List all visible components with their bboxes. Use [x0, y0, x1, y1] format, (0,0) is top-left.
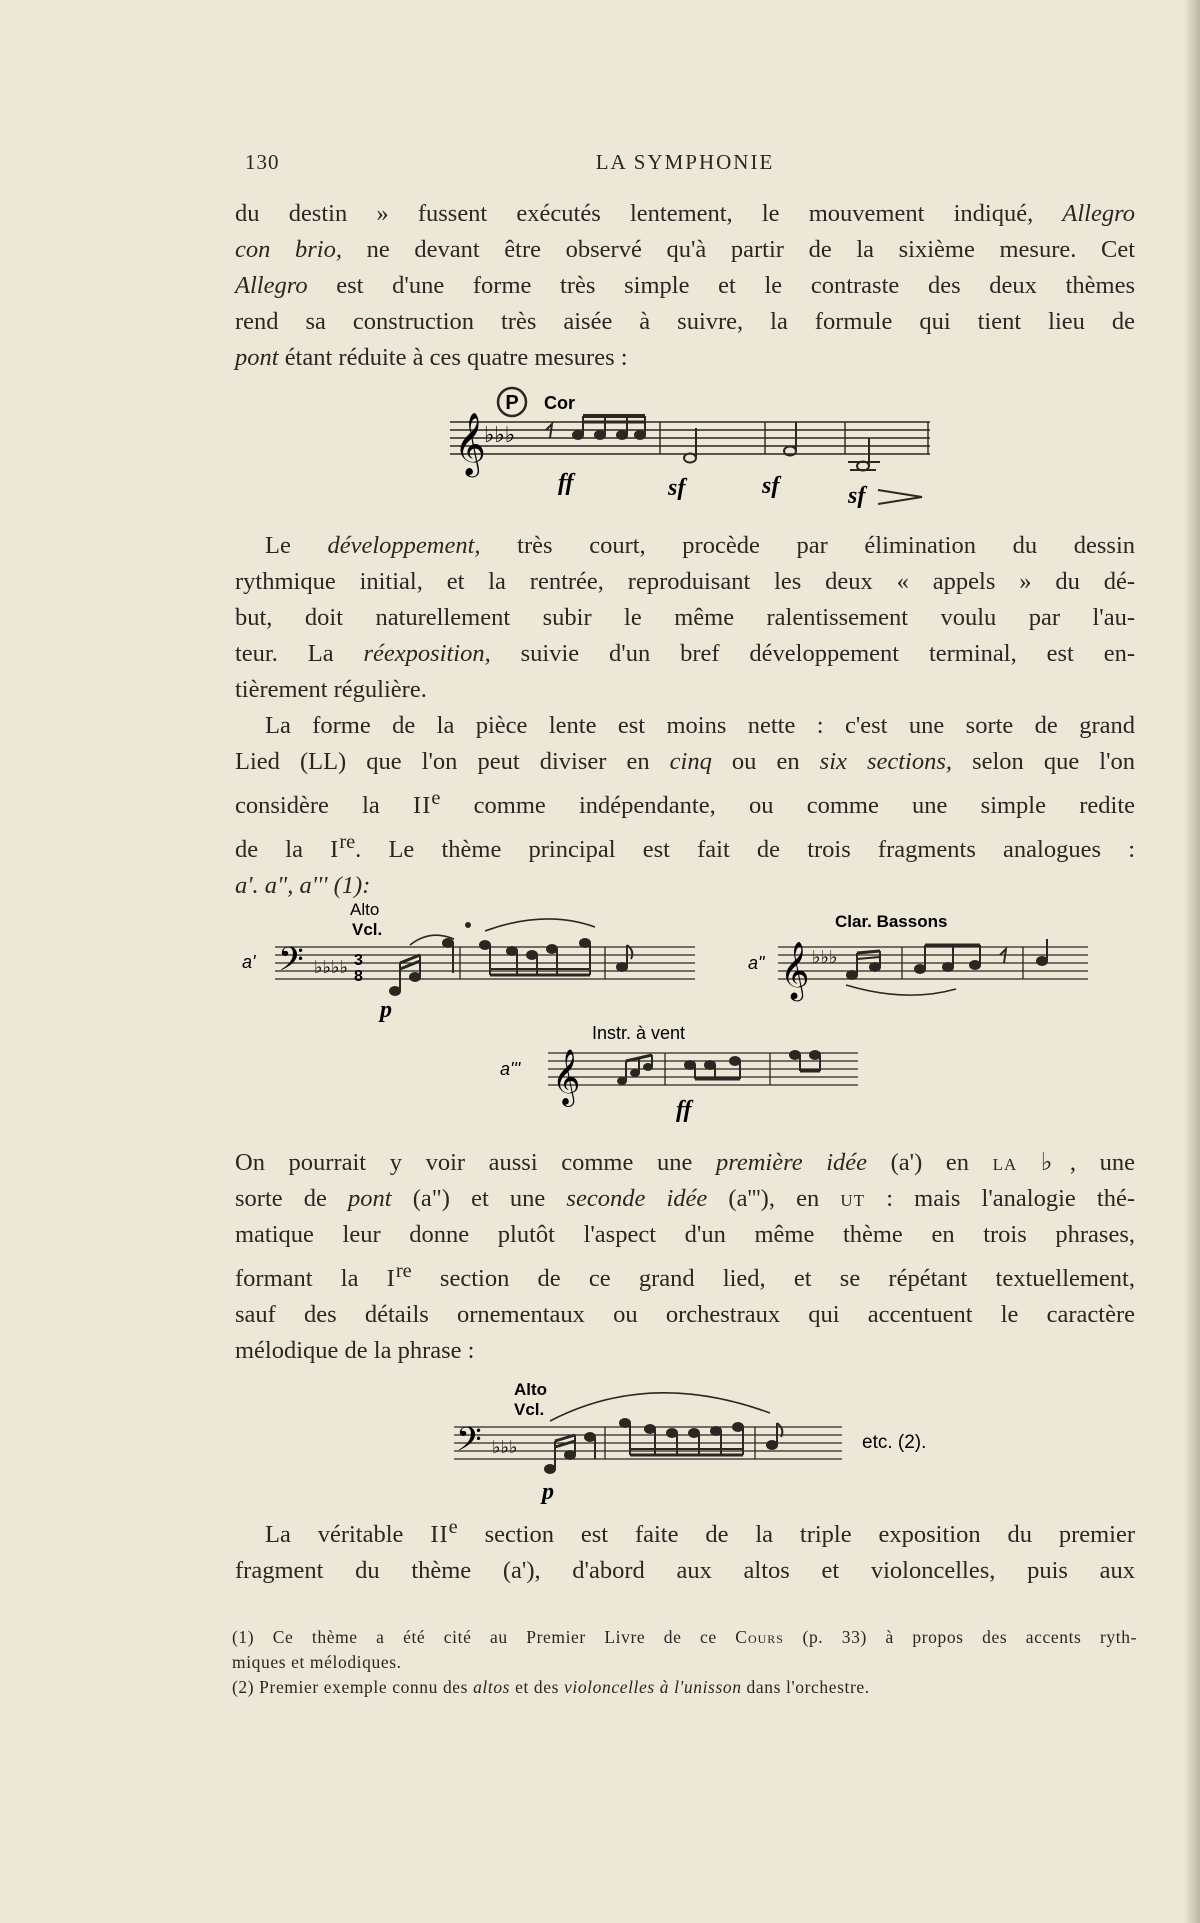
paragraph-5: [235, 1509, 1135, 1589]
paragraph-3: [235, 708, 1135, 904]
dynamic-marking: sf: [848, 483, 866, 509]
instrument-label: Clar. Bassons: [835, 912, 948, 931]
footnote-1: (1) Ce thème a été cité au Premier Livre de ce Cours (p. 33) à propos des accents ryth-: [232, 1627, 1137, 1647]
key-signature: ♭♭♭: [492, 1437, 518, 1457]
fragment-label: a': [242, 952, 256, 972]
dynamic-marking: sf: [668, 475, 686, 501]
time-signature: 3: [354, 952, 363, 969]
text-line: formant la Ire section de ce grand lied, et se répétant textuellement,: [235, 1260, 1135, 1293]
key-signature: ♭♭♭: [812, 947, 838, 967]
text-line: teur. La réexposition, suivie d'un bref développement terminal, est en-: [235, 640, 1135, 667]
treble-clef: 𝄞: [552, 1051, 581, 1104]
text-line: but, doit naturellement subir le même ralentissement voulu par l'au-: [235, 604, 1135, 631]
instrument-label: Instr. à vent: [592, 1023, 686, 1043]
music-example-fragments: [230, 895, 1110, 1135]
music-example-unison: [450, 1375, 970, 1505]
dynamic-marking: ff: [676, 1097, 692, 1123]
key-signature: ♭♭♭: [484, 422, 516, 447]
text-line: du destin » fussent exécutés lentement, le mouvement indiqué, Allegro: [235, 200, 1135, 227]
text-line: rend sa construction très aisée à suivre, la formule qui tient lieu de: [235, 308, 1135, 335]
text-line: a'. a", a''' (1):: [235, 872, 371, 900]
text-line: fragment du thème (a'), d'abord aux altos et violoncelles, puis aux: [235, 1557, 1135, 1585]
text-line: matique leur donne plutôt l'aspect d'un même thème en trois phrases,: [235, 1221, 1135, 1248]
instrument-label: Cor: [544, 393, 575, 413]
footnote-2: (2) Premier exemple connu des altos et des violoncelles à l'unisson dans l'orchestre.: [232, 1677, 870, 1697]
text-line: tièrement régulière.: [235, 676, 427, 703]
text-line: sorte de pont (a") et une seconde idée (a'''), en ut : mais l'analogie thé-: [235, 1185, 1135, 1212]
section-marker-letter: P: [505, 392, 519, 414]
bass-clef: 𝄢: [456, 1422, 482, 1466]
time-signature: 8: [354, 968, 363, 985]
dynamic-marking: ff: [558, 470, 574, 496]
text-line: Lied (LL) que l'on peut diviser en cinq ou en six sections, selon que l'on: [235, 748, 1136, 775]
instrument-label: Vcl.: [352, 920, 383, 939]
treble-clef: 𝄞: [780, 942, 810, 998]
instrument-label: Alto: [350, 900, 380, 919]
paragraph-1: [235, 196, 1135, 376]
footnote-1-continued: miques et mélodiques.: [232, 1652, 402, 1672]
text-line: La véritable IIe section est faite de la triple exposition du premier: [265, 1516, 1136, 1549]
text-line: On pourrait y voir aussi comme une première idée (a') en la ♭, une: [235, 1149, 1136, 1176]
text-line: considère la IIe comme indépendante, ou comme une simple redite: [235, 787, 1135, 820]
paragraph-4: [235, 1145, 1135, 1369]
dynamic-marking: sf: [762, 473, 780, 499]
instrument-label: Vcl.: [514, 1400, 545, 1419]
page-edge-shadow: [1184, 0, 1200, 1923]
music-example-horn: [440, 380, 940, 515]
text-line: La forme de la pièce lente est moins nette : c'est une sorte de grand: [265, 712, 1135, 739]
fragment-label: a": [748, 953, 765, 973]
footnotes: [232, 1625, 1137, 1700]
text-line: mélodique de la phrase :: [235, 1337, 475, 1365]
text-line: de la Ire. Le thème principal est fait de trois fragments analogues :: [235, 831, 1135, 864]
text-line: rythmique initial, et la rentrée, reproduisant les deux « appels » du dé-: [235, 568, 1135, 595]
running-header: [245, 150, 1125, 180]
treble-clef: 𝄞: [454, 414, 486, 474]
text-line: Le développement, très court, procède par élimination du dessin: [265, 532, 1135, 559]
instrument-label: Alto: [514, 1380, 548, 1399]
text-line: sauf des détails ornementaux ou orchestraux qui accentuent le caractère: [235, 1301, 1135, 1329]
key-signature: ♭♭♭♭: [314, 957, 348, 977]
bass-clef: 𝄢: [278, 942, 304, 986]
dynamic-marking: p: [380, 997, 392, 1023]
text-line: pont étant réduite à ces quatre mesures :: [235, 344, 628, 371]
text-line: Allegro est d'une forme très simple et le contraste des deux thèmes: [235, 272, 1135, 299]
text-line: con brio, ne devant être observé qu'à partir de la sixième mesure. Cet: [235, 236, 1136, 263]
etc-note: etc. (2).: [862, 1432, 927, 1453]
paragraph-2: [235, 528, 1135, 708]
dynamic-marking: p: [542, 1479, 554, 1505]
decrescendo-hairpin: [878, 490, 922, 504]
running-title: LA SYMPHONIE: [595, 150, 775, 174]
fragment-label: a''': [500, 1059, 521, 1079]
page-number: 130: [245, 150, 280, 174]
